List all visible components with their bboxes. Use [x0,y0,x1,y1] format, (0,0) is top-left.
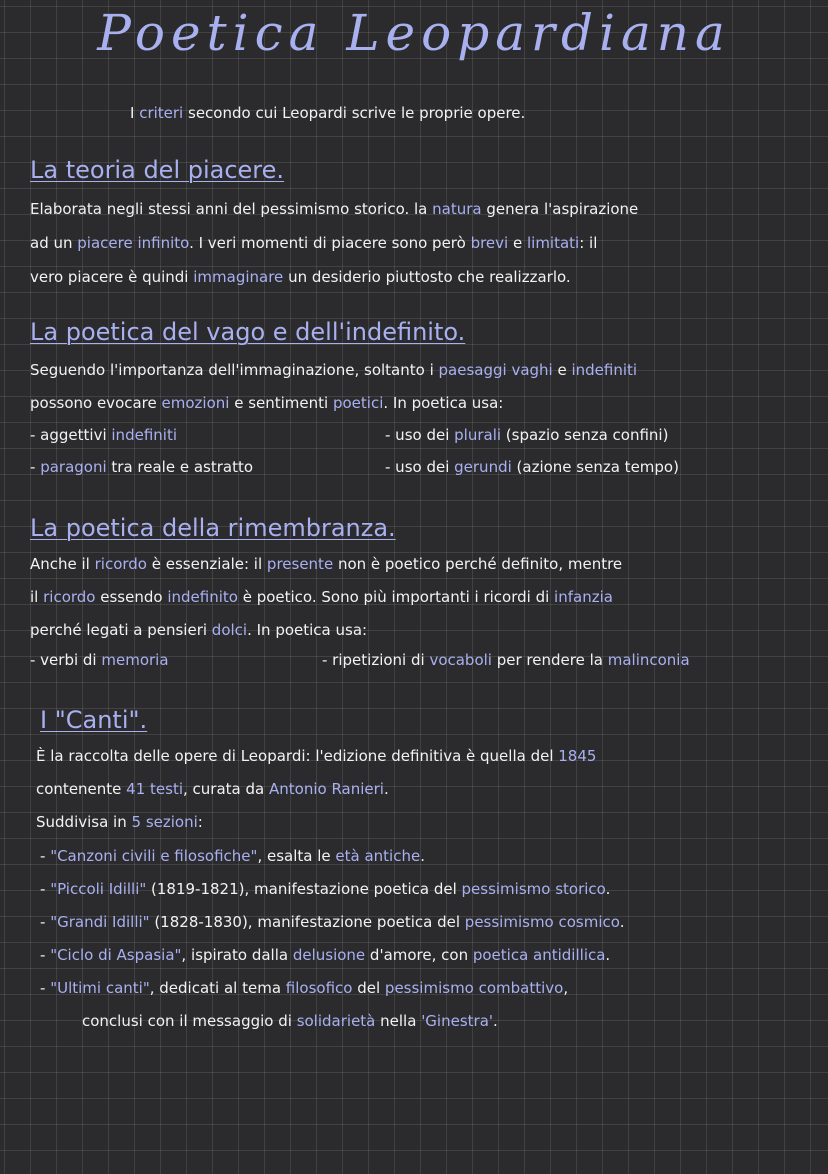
keyword: Antonio Ranieri [269,780,384,798]
text: d'amore, con [365,946,473,964]
keyword: plurali [454,426,502,444]
paragraph-poetica-rimembranza [30,548,825,647]
text: - [40,946,51,964]
list-item [385,426,668,444]
text: . [605,880,611,898]
keyword: solidarietà [296,1012,376,1030]
list-item-continuation [40,1005,624,1038]
keyword: poetici [332,394,384,412]
text: : [197,813,203,831]
text: , esalta le [257,847,336,865]
keyword: età antiche [335,847,421,865]
keyword: "Canzoni civili e filosofiche" [50,847,258,865]
keyword: piacere infinito [77,234,190,252]
text: - uso dei [385,458,455,476]
text: genera l'aspirazione [481,200,639,218]
text: e sentimenti [229,394,333,412]
keyword: 'Ginestra' [421,1012,494,1030]
keyword: ricordo [94,555,147,573]
text: tra reale e astratto [106,458,254,476]
text: . In poetica usa: [247,621,368,639]
text: del [352,979,385,997]
text: - [40,880,51,898]
keyword: memoria [101,651,169,669]
line [36,806,828,839]
heading-teoria-piacere: La teoria del piacere. [30,156,285,184]
keyword: indefinito [167,588,238,606]
keyword: 41 testi [126,780,184,798]
text: Anche il [30,555,95,573]
line [30,354,825,387]
keyword: immaginare [193,268,284,286]
text: - aggettivi [30,426,112,444]
line [30,387,825,420]
paragraph-canti [36,740,828,839]
text: un desiderio piuttosto che realizzarlo. [283,268,571,286]
text: vero piacere è quindi [30,268,194,286]
text: Elaborata negli stessi anni del pessimismo storico. la [30,200,433,218]
keyword: natura [432,200,482,218]
keyword: "Ultimi canti" [50,979,150,997]
keyword: infanzia [554,588,613,606]
heading-poetica-rimembranza: La poetica della rimembranza. [30,514,396,542]
line [30,226,825,260]
list-item [322,651,690,669]
keyword: emozioni [161,394,230,412]
line [36,740,828,773]
text: È la raccolta delle opere di Leopardi: l'edizione definitiva è quella del [36,747,559,765]
text: possono evocare [30,394,162,412]
line [30,192,825,226]
text: . I veri momenti di piacere sono però [189,234,471,252]
keyword: ricordo [43,588,96,606]
text: - [40,979,51,997]
text: - ripetizioni di [322,651,430,669]
text: , dedicati al tema [149,979,286,997]
keyword: filosofico [285,979,353,997]
keyword: pessimismo cosmico [464,913,620,931]
list-item [30,458,253,476]
keyword: brevi [470,234,509,252]
text: . [420,847,425,865]
list-item [385,458,679,476]
keyword: "Grandi Idilli" [50,913,150,931]
text: ad un [30,234,78,252]
text: - uso dei [385,426,455,444]
keyword: indefiniti [571,361,638,379]
keyword: delusione [292,946,366,964]
text: . [619,913,625,931]
keyword: malinconia [607,651,690,669]
subtitle-highlight: criteri [139,104,184,122]
subtitle-pre: I [130,104,140,122]
text: Suddivisa in [36,813,132,831]
list-item [40,939,624,972]
text: e [552,361,572,379]
text: - [40,847,51,865]
text: , [563,979,569,997]
keyword: vocaboli [429,651,492,669]
text: Seguendo l'importanza dell'immaginazione, soltanto i [30,361,439,379]
keyword: paragoni [40,458,107,476]
text: - [40,913,51,931]
keyword: gerundi [454,458,512,476]
keyword: 1845 [558,747,597,765]
heading-canti: I "Canti". [40,706,148,734]
keyword: pessimismo combattivo [384,979,564,997]
paragraph-poetica-vago [30,354,825,420]
text: conclusi con il messaggio di [82,1012,297,1030]
list-item [30,426,177,444]
text: . [605,946,611,964]
text: . In poetica usa: [383,394,504,412]
keyword: 5 sezioni [131,813,198,831]
keyword: "Ciclo di Aspasia" [50,946,182,964]
keyword: indefiniti [111,426,177,444]
text: contenente [36,780,127,798]
keyword: paesaggi vaghi [438,361,553,379]
text: . [493,1012,498,1030]
text: il [30,588,44,606]
line [30,614,825,647]
text: è essenziale: il [147,555,267,573]
keyword: dolci [211,621,248,639]
line [30,548,825,581]
text: - [30,458,41,476]
list-item [40,906,624,939]
keyword: presente [266,555,334,573]
line [30,581,825,614]
text: per rendere la [491,651,608,669]
subtitle-post: secondo cui Leopardi scrive le proprie opere. [183,104,526,122]
text: : il [579,234,598,252]
text: (1828-1830), manifestazione poetica del [149,913,465,931]
text: perché legati a pensieri [30,621,212,639]
subtitle [130,104,525,122]
text: è poetico. Sono più importanti i ricordi di [237,588,555,606]
list-item [30,651,169,669]
text: - verbi di [30,651,102,669]
keyword: "Piccoli Idilli" [50,880,147,898]
canti-sections-list [40,840,624,1038]
text: non è poetico perché definito, mentre [333,555,623,573]
list-item [40,873,624,906]
keyword: poetica antidillica [472,946,606,964]
list-item [40,840,624,873]
heading-poetica-vago: La poetica del vago e dell'indefinito. [30,318,466,346]
text: nella [375,1012,422,1030]
text: e [508,234,527,252]
paragraph-teoria-piacere [30,192,825,294]
list-item [40,972,624,1005]
text: (1819-1821), manifestazione poetica del [146,880,462,898]
text: (azione senza tempo) [511,458,679,476]
text: . [383,780,389,798]
text: essendo [95,588,168,606]
text: (spazio senza confini) [501,426,669,444]
keyword: limitati [526,234,580,252]
text: , curata da [183,780,269,798]
page-title: Poetica Leopardiana [97,4,731,62]
keyword: pessimismo storico [461,880,606,898]
line [36,773,828,806]
text: , ispirato dalla [181,946,293,964]
line [30,260,825,294]
